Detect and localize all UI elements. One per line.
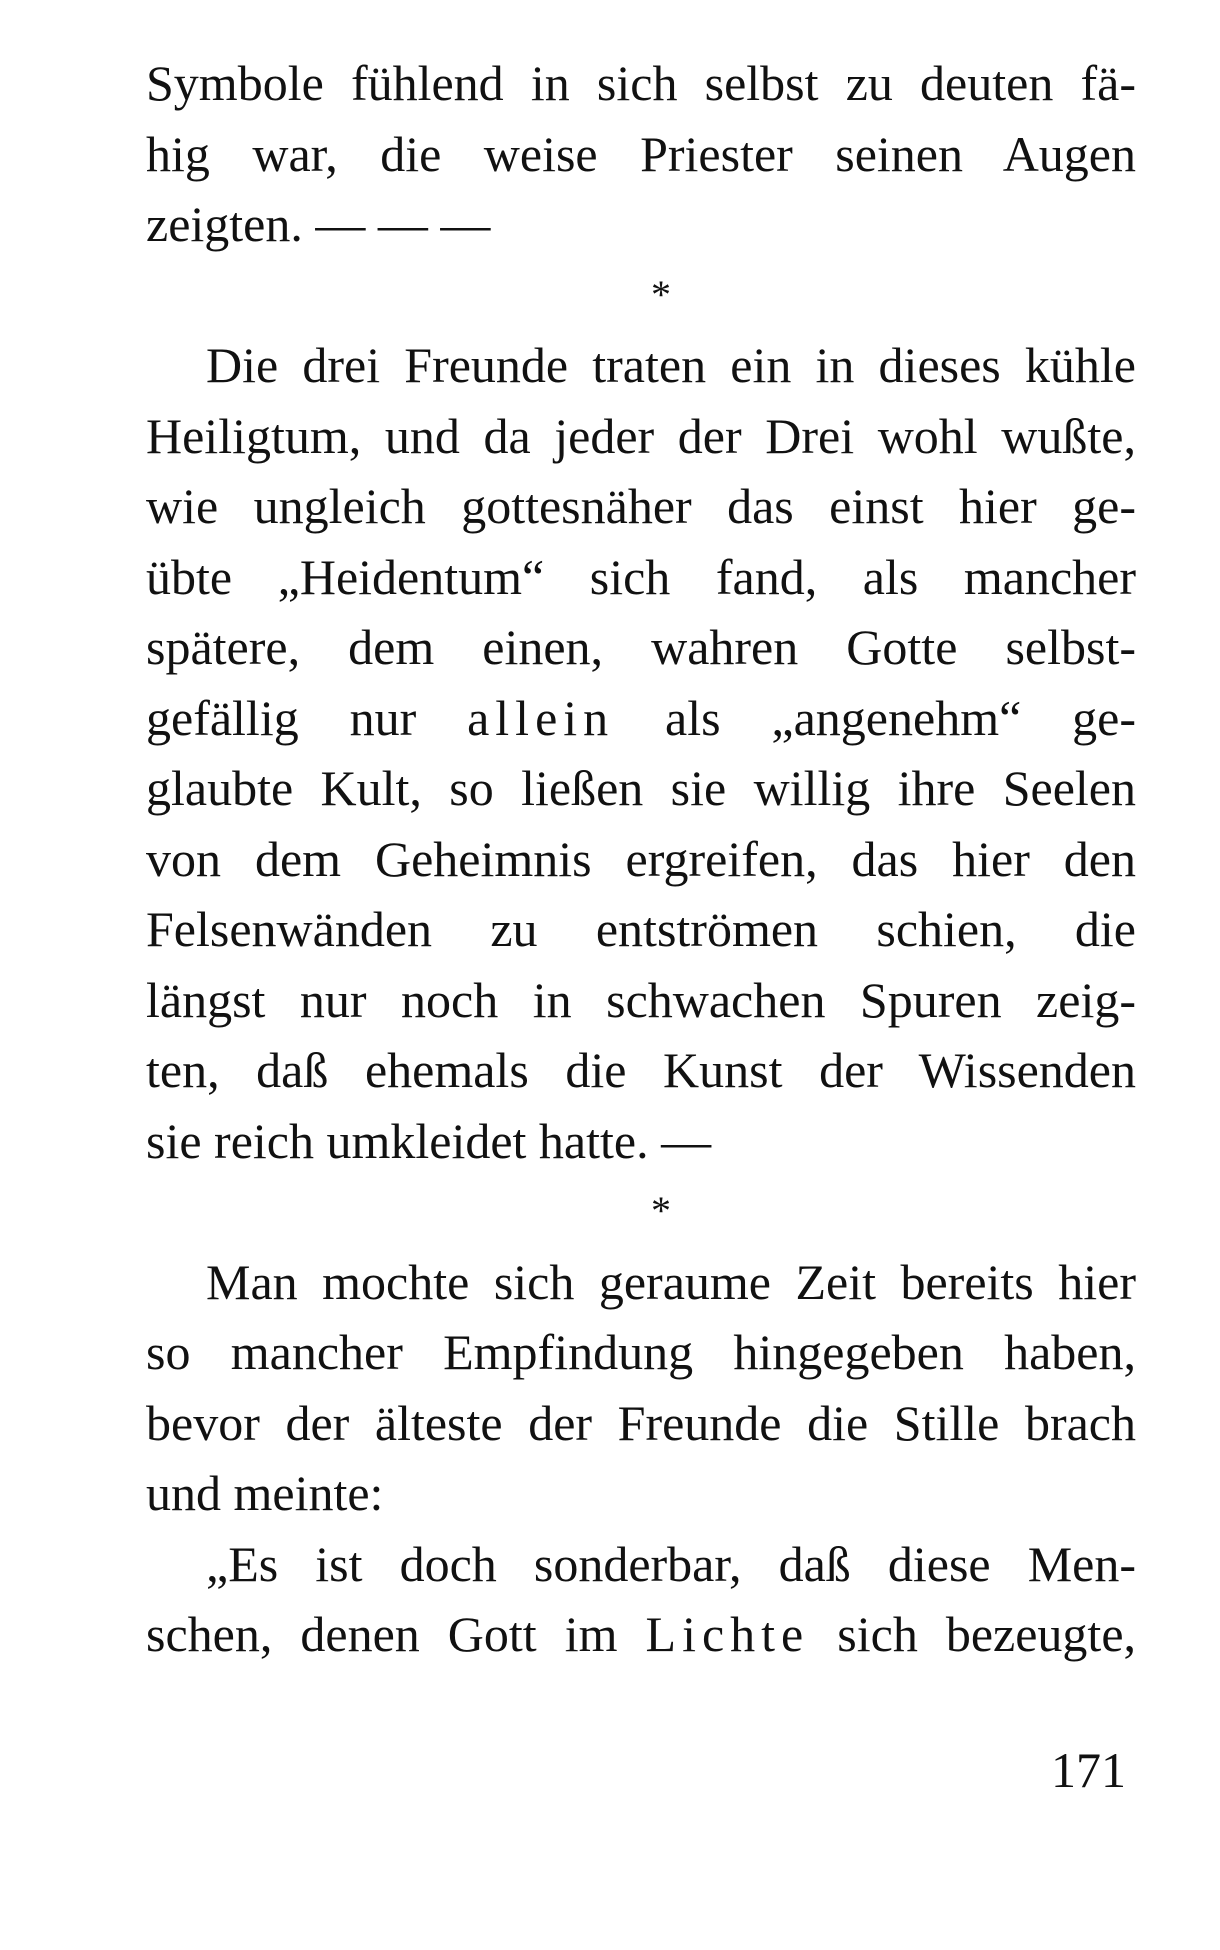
text-line: ten, daß ehemals die Kunst der Wissenden [146,1042,1136,1098]
text-line [146,1599,1136,1670]
body-text [146,48,1136,1670]
paragraph-first-line: Die drei Freunde traten ein in dieses kühle [206,337,1136,393]
text-line: so mancher Empfindung hingegeben haben, [146,1324,1136,1380]
text-line: zeigten. — — — [146,196,491,252]
text-line: Symbole fühlend in sich selbst zu deuten fä- [146,55,1136,111]
paragraph-first-line: Man mochte sich geraume Zeit bereits hier [206,1253,1136,1310]
emphasized-word: allein [467,689,615,746]
section-divider-asterisk: * [651,1188,671,1233]
text-line [146,683,1136,754]
text-line: Heiligtum, und da jeder der Drei wohl wußte, [146,407,1136,464]
text-line: bevor der älteste der Freunde die Stille brach [146,1394,1136,1451]
text-segment: gefällig nur [146,689,468,746]
text-line: hig war, die weise Priester seinen Augen [146,125,1136,182]
text-segment: als „angenehm“ ge- [614,689,1136,746]
text-line: und meinte: [146,1465,384,1521]
text-line: wie ungleich gottesnäher das einst hier ge- [146,478,1136,534]
paragraph-first-line: „Es ist doch sonderbar, daß diese Men- [206,1535,1136,1592]
text-line: sie reich umkleidet hatte. — [146,1112,712,1169]
text-line: von dem Geheimnis ergreifen, das hier den [146,830,1136,887]
text-segment: schen, denen Gott im [146,1606,646,1662]
text-line: Felsenwänden zu entströmen schien, die [146,901,1136,957]
page-number: 171 [1051,1742,1126,1798]
text-line: übte „Heidentum“ sich fand, als mancher [146,548,1136,605]
text-line: glaubte Kult, so ließen sie willig ihre Seelen [146,760,1136,816]
text-line: längst nur noch in schwachen Spuren zeig- [146,971,1136,1028]
section-divider-asterisk: * [651,271,671,317]
text-segment: sich bezeugte, [809,1606,1137,1662]
text-line: spätere, dem einen, wahren Gotte selbst- [146,619,1136,675]
emphasized-word: Lichte [645,1606,810,1662]
